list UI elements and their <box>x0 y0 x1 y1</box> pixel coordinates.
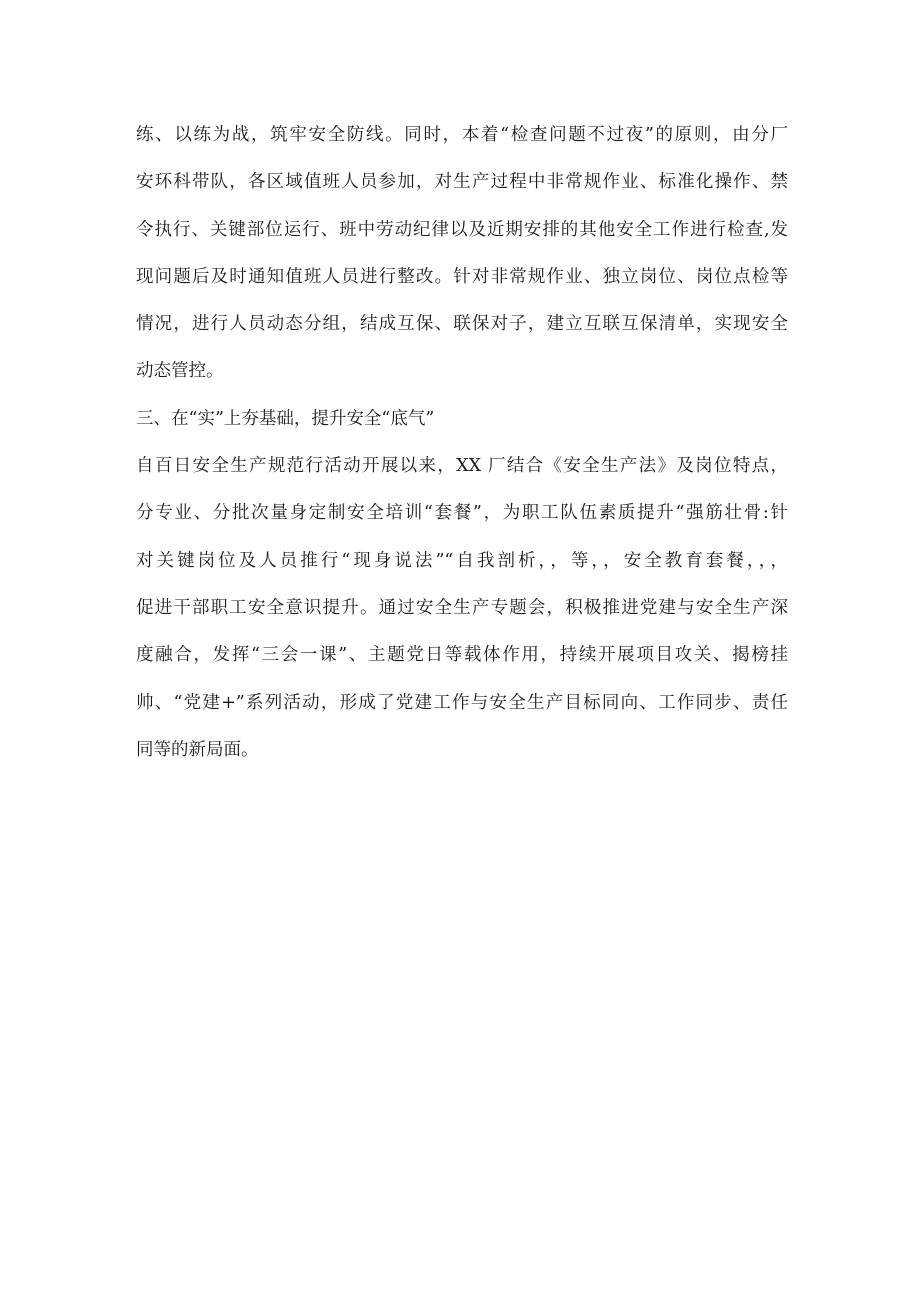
paragraph-line: 令执行、关键部位运行、班中劳动纪律以及近期安排的其他安全工作进行检查,发 <box>136 219 788 240</box>
paragraph-line: 动态管控。 <box>136 361 224 382</box>
paragraph-line: 同等的新局面。 <box>136 739 259 760</box>
paragraph-line: 帅、“党建+”系列活动，形成了党建工作与安全生产目标同向、工作同步、责任 <box>136 692 788 713</box>
paragraph-line: 自百日安全生产规范行活动开展以来，XX 厂结合《安全生产法》及岗位特点， <box>136 456 788 477</box>
paragraph-line: 促进干部职工安全意识提升。通过安全生产专题会，积极推进党建与安全生产深 <box>136 597 788 618</box>
paragraph-line: 情况，进行人员动态分组，结成互保、联保对子，建立互联互保清单，实现安全 <box>136 314 788 335</box>
document-body <box>136 112 788 774</box>
paragraph-line: 安环科带队，各区域值班人员参加，对生产过程中非常规作业、标准化操作、禁 <box>136 172 788 193</box>
paragraph-line: 度融合，发挥“三会一课”、主题党日等载体作用，持续开展项目攻关、揭榜挂 <box>136 645 788 666</box>
paragraph-line: 分专业、分批次量身定制安全培训“套餐”，为职工队伍素质提升“强筋壮骨:针 <box>136 503 788 524</box>
paragraph-line: 练、以练为战，筑牢安全防线。同时，本着“检查问题不过夜”的原则，由分厂 <box>136 125 788 145</box>
paragraph-line: 现问题后及时通知值班人员进行整改。针对非常规作业、独立岗位、岗位点检等 <box>136 266 788 287</box>
paragraph-line: 对关键岗位及人员推行“现身说法”“自我剖析，，等，，安全教育套餐，，， <box>136 550 788 571</box>
section-heading: 三、在“实”上夯基础，提升安全“底气” <box>136 408 435 429</box>
